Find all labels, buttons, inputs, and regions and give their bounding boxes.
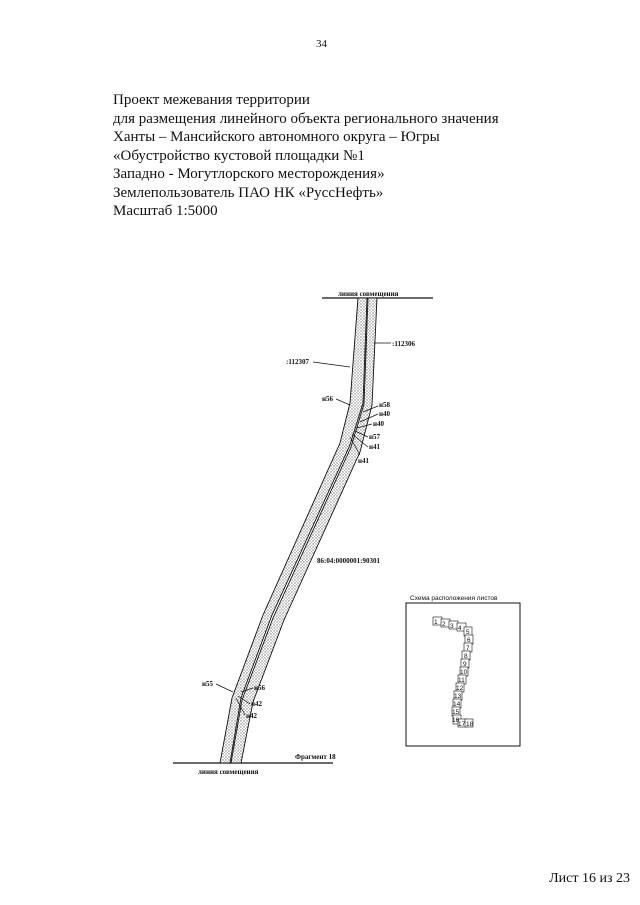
page-number: 34	[316, 38, 327, 50]
point-label: н40	[379, 410, 391, 418]
point-label: н41	[369, 443, 381, 451]
sheet-number: 15	[452, 709, 460, 716]
parcel-left-label: :112307	[286, 358, 309, 366]
header-line: Землепользователь ПАО НК «РуссНефть»	[113, 184, 384, 201]
inset-title: Схема расположения листов	[410, 595, 498, 602]
sheet-number: 7	[466, 645, 470, 652]
sheet-number: 11	[458, 677, 465, 684]
header-line: Западно - Могутлорского месторождения»	[113, 166, 385, 182]
point-label: н40	[373, 420, 385, 428]
header-line: «Обустройство кустовой площадки №1	[113, 147, 365, 164]
sheet-number: 2	[442, 621, 446, 628]
point-leader	[336, 399, 350, 405]
fragment-label: Фрагмент 18	[295, 753, 336, 761]
sheet-number: 17	[458, 721, 466, 728]
cadastral-block-label: 86:04:0000001:90301	[317, 557, 380, 565]
sheet-number: 5	[466, 629, 470, 636]
point-label: н55	[202, 680, 214, 688]
sheet-number: 3	[450, 623, 454, 630]
header-line: Масштаб 1:5000	[113, 203, 218, 219]
point-label: н56	[254, 684, 266, 692]
sheet-number: 16	[452, 717, 460, 724]
point-label: н57	[369, 433, 381, 441]
header-line: Ханты – Мансийского автономного округа – Югры	[113, 129, 440, 145]
sheet-footer: Лист 16 из 23	[549, 871, 630, 886]
parcel-right-label: :112306	[392, 340, 415, 348]
corridor-strip-left	[220, 298, 367, 763]
point-label: н42	[251, 700, 263, 708]
header-line: Проект межевания территории	[113, 92, 310, 108]
sheet-number: 13	[454, 693, 462, 700]
point-leader	[216, 684, 233, 692]
point-label: н42	[246, 712, 258, 720]
header-line: для размещения линейного объекта регионального значения	[113, 110, 499, 127]
sheet-number: 14	[453, 701, 461, 708]
parcel-left-leader	[313, 362, 350, 367]
sheet-number: 18	[466, 721, 474, 728]
sheet-number: 10	[460, 669, 468, 676]
bottom-match-label: линия совмещения	[198, 768, 259, 776]
sheet-number: 12	[456, 685, 464, 692]
sheet-number: 1	[434, 619, 438, 626]
top-match-label: линия совмещения	[338, 290, 399, 298]
point-label: н56	[322, 395, 334, 403]
sheet-number: 6	[467, 637, 471, 644]
sheet-number: 8	[464, 653, 468, 660]
sheet-number: 9	[463, 661, 467, 668]
point-label: н58	[379, 401, 391, 409]
sheet-number: 4	[458, 625, 462, 632]
point-label: н41	[358, 457, 370, 465]
